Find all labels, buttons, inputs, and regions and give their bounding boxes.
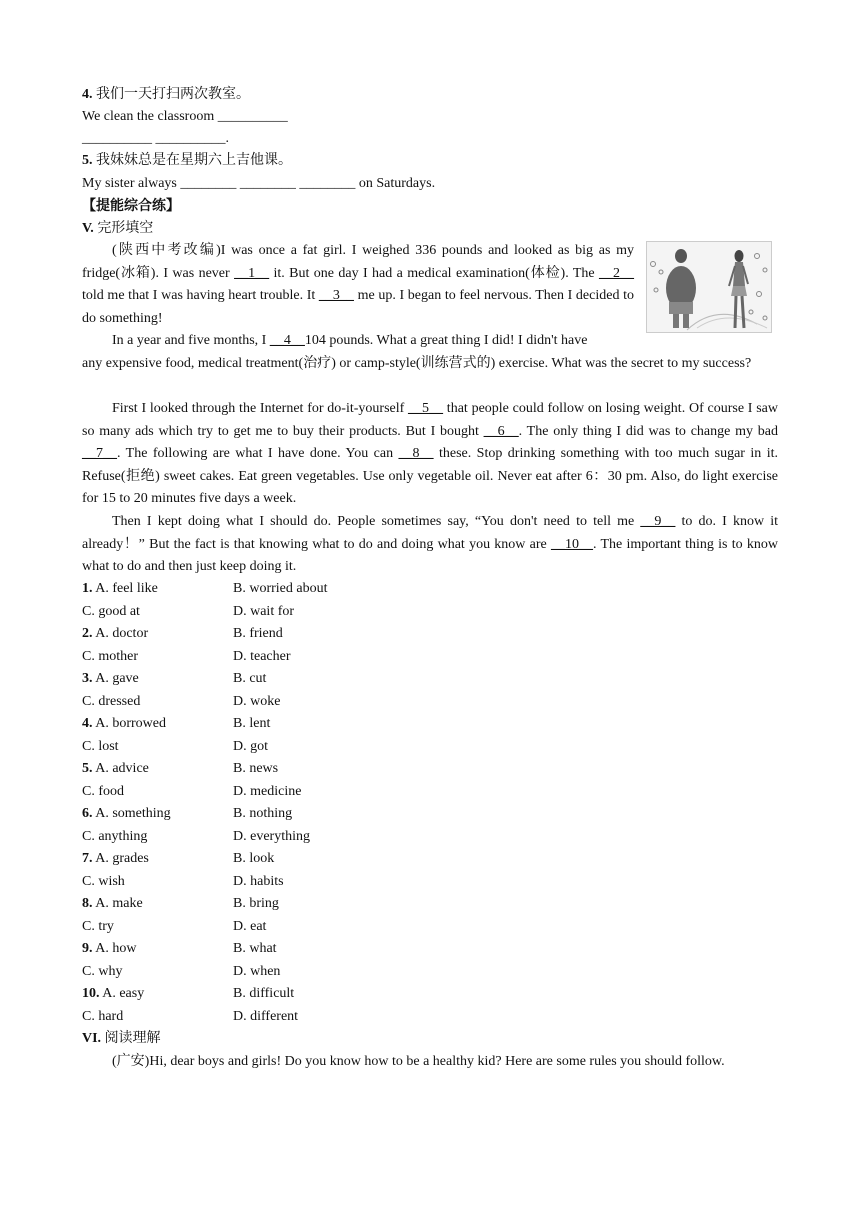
option-9a: 9. A. how (82, 941, 137, 956)
blank-3: __3__ (318, 288, 354, 303)
passage-paragraph-3: First I looked through the Internet for do-it-yourself __5__ that people could follow on losing weight. Of course I saw so many ads which try to get me to buy their products. But I bought __6__. The only thing I did was to change my bad __7__. The following are what I have done. You can __8__ these. Stop drinking something with too much sugar in it. Refuse(拒绝) sweet cakes. Eat green vegetables. Use only vegetable oil. Never eat after 6：30 pm. Also, do light exercise for 15 to 20 minutes five days a week. (82, 401, 778, 506)
option-9c: C. why (82, 964, 123, 979)
option-9b: B. what (233, 941, 277, 956)
option-3d: D. woke (233, 694, 281, 709)
section-5-title: V. 完形填空 (82, 221, 154, 236)
option-7b: B. look (233, 851, 275, 866)
option-7a: 7. A. grades (82, 851, 149, 866)
option-4b: B. lent (233, 716, 271, 731)
option-2d: D. teacher (233, 649, 291, 664)
option-4d: D. got (233, 739, 268, 754)
blank-10: __10__ (550, 536, 593, 552)
option-5d: D. medicine (233, 784, 302, 799)
option-4c: C. lost (82, 739, 119, 754)
option-2c: C. mother (82, 649, 138, 664)
blank-9: __9__ (640, 514, 676, 529)
option-3b: B. cut (233, 671, 267, 686)
option-5b: B. news (233, 761, 279, 776)
option-10a: 10. A. easy (82, 986, 145, 1001)
section-6-title: VI. 阅读理解 (82, 1031, 161, 1046)
question-5-chinese: 5. 我妹妹总是在星期六上吉他课。 (82, 153, 292, 168)
option-8a: 8. A. make (82, 896, 143, 911)
passage-paragraph-2-line1: In a year and five months, I __4__104 pounds. What a great thing I did! I didn't have (112, 333, 588, 348)
blank-8: __8__ (398, 446, 434, 461)
reading-intro: (广安)Hi, dear boys and girls! Do you know how to be a healthy kid? Here are some rules you should follow. (112, 1054, 725, 1069)
option-3c: C. dressed (82, 694, 141, 709)
blank-5: __5__ (408, 401, 444, 416)
option-6a: 6. A. something (82, 806, 171, 821)
section-heading: 【提能综合练】 (82, 199, 180, 214)
option-2a: 2. A. doctor (82, 626, 149, 641)
option-3a: 3. A. gave (82, 671, 139, 686)
option-7c: C. wish (82, 874, 125, 889)
option-5c: C. food (82, 784, 124, 799)
option-1a: 1. A. feel like (82, 581, 158, 596)
passage-paragraph-2-rest: any expensive food, medical treatment(治疗) or camp-style(训练营式的) exercise. What was the secret to my success? (82, 356, 752, 371)
blank-1: __1__ (234, 265, 270, 281)
option-10d: D. different (233, 1009, 299, 1024)
option-5a: 5. A. advice (82, 761, 149, 776)
option-10b: B. difficult (233, 986, 295, 1001)
option-2b: B. friend (233, 626, 283, 641)
question-4-chinese: 4. 我们一天打扫两次教室。 (82, 87, 250, 102)
blank-4: __4__ (269, 333, 305, 348)
option-6c: C. anything (82, 829, 148, 844)
blank-6: __6__ (483, 423, 519, 439)
option-8b: B. bring (233, 896, 279, 911)
blank-2: __2__ (599, 265, 634, 281)
option-4a: 4. A. borrowed (82, 716, 166, 731)
option-1c: C. good at (82, 604, 140, 619)
passage-paragraph-4: Then I kept doing what I should do. People sometimes say, “You don't need to tell me __9__ to do. I know it already！” But the fact is that knowing what to do and doing what you know are __10__. The important thing is to know what to do and then just keep doing it. (82, 514, 778, 574)
option-10c: C. hard (82, 1009, 124, 1024)
weight-loss-illustration (646, 241, 772, 333)
question-4-english-line1: We clean the classroom __________ (82, 109, 288, 124)
option-6b: B. nothing (233, 806, 293, 821)
option-8c: C. try (82, 919, 114, 934)
option-8d: D. eat (233, 919, 267, 934)
blank-7: __7__ (82, 446, 117, 461)
option-9d: D. when (233, 964, 281, 979)
passage-source: (陕西中考改编) (112, 243, 221, 258)
question-4-english-line2: __________ __________. (82, 131, 229, 146)
passage-paragraph-1: (陕西中考改编)I was once a fat girl. I weighed 336 pounds and looked as big as my fridge(冰箱). I was never __1__ it. But one day I had a medical examination(体检). The __2__ told me that I was having heart trouble. It __3__ me up. I began to feel nervous. Then I decided to do something! (82, 243, 635, 326)
option-7d: D. habits (233, 874, 284, 889)
option-1b: B. worried about (233, 581, 328, 596)
option-1d: D. wait for (233, 604, 295, 619)
question-5-english: My sister always ________ ________ ________ on Saturdays. (82, 176, 436, 191)
option-6d: D. everything (233, 829, 310, 844)
